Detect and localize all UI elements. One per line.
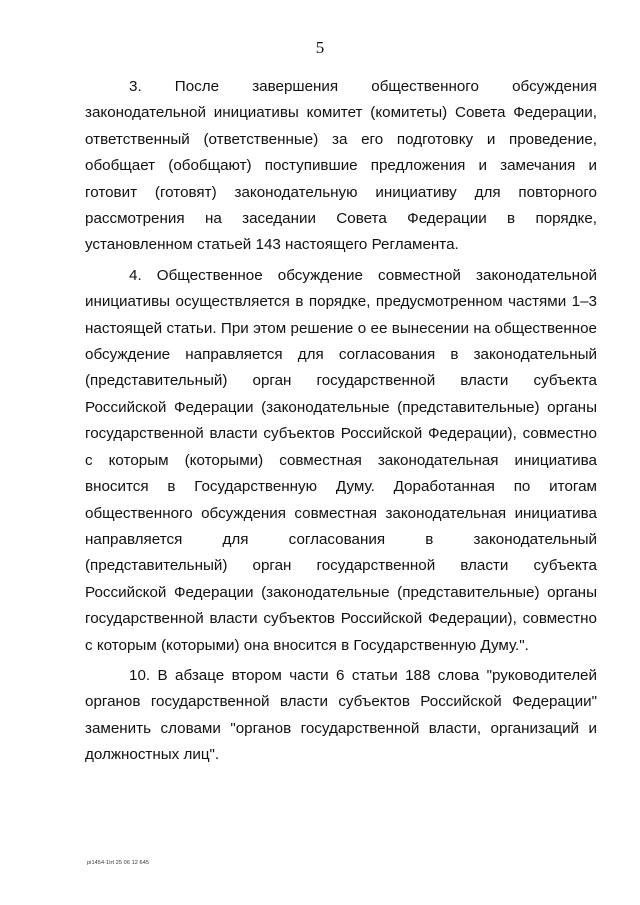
document-footer-code: pi1454-1lrt 25 06 12 645: [87, 860, 150, 866]
page-number: 5: [315, 38, 325, 57]
document-body: [85, 74, 597, 769]
paragraph-amendment-10: 10. В абзаце втором части 6 статьи 188 слова "руководителей органов государственной власти субъектов Российской Федерации" заменить словами "органов государственной власти, организаций и должностных лиц".: [85, 666, 597, 764]
paragraph-item-3: 3. После завершения общественного обсуждения законодательной инициативы комитет (комитеты) Совета Федерации, ответственный (ответственные) за его подготовку и проведение, обобщает (обобщают) поступившие предложения и замечания и готовит (готовят) законодательную инициативу для повторного рассмотрения на заседании Совета Федерации в порядке, установленном статьей 143 настоящего Регламента.: [85, 78, 597, 254]
paragraph-item-4: 4. Общественное обсуждение совместной законодательной инициативы осуществляется в порядке, предусмотренном частями 1–3 настоящей статьи. При этом решение о ее вынесении на общественное обсуждение направляется для согласования в законодательный (представительный) орган государственной власти субъекта Российской Федерации (законодательные (представительные) органы государственной власти субъектов Российской Федерации), совместно с которым (которыми) совместная законодательная инициатива вносится в Государственную Думу. Доработанная по итогам общественного обсуждения совместная законодательная инициатива направляется для согласования в законодательный (представительный) орган государственной власти субъекта Российской Федерации (законодательные (представительные) органы государственной власти субъектов Российской Федерации), совместно с которым (которыми) она вносится в Государственную Думу.".: [85, 266, 597, 654]
